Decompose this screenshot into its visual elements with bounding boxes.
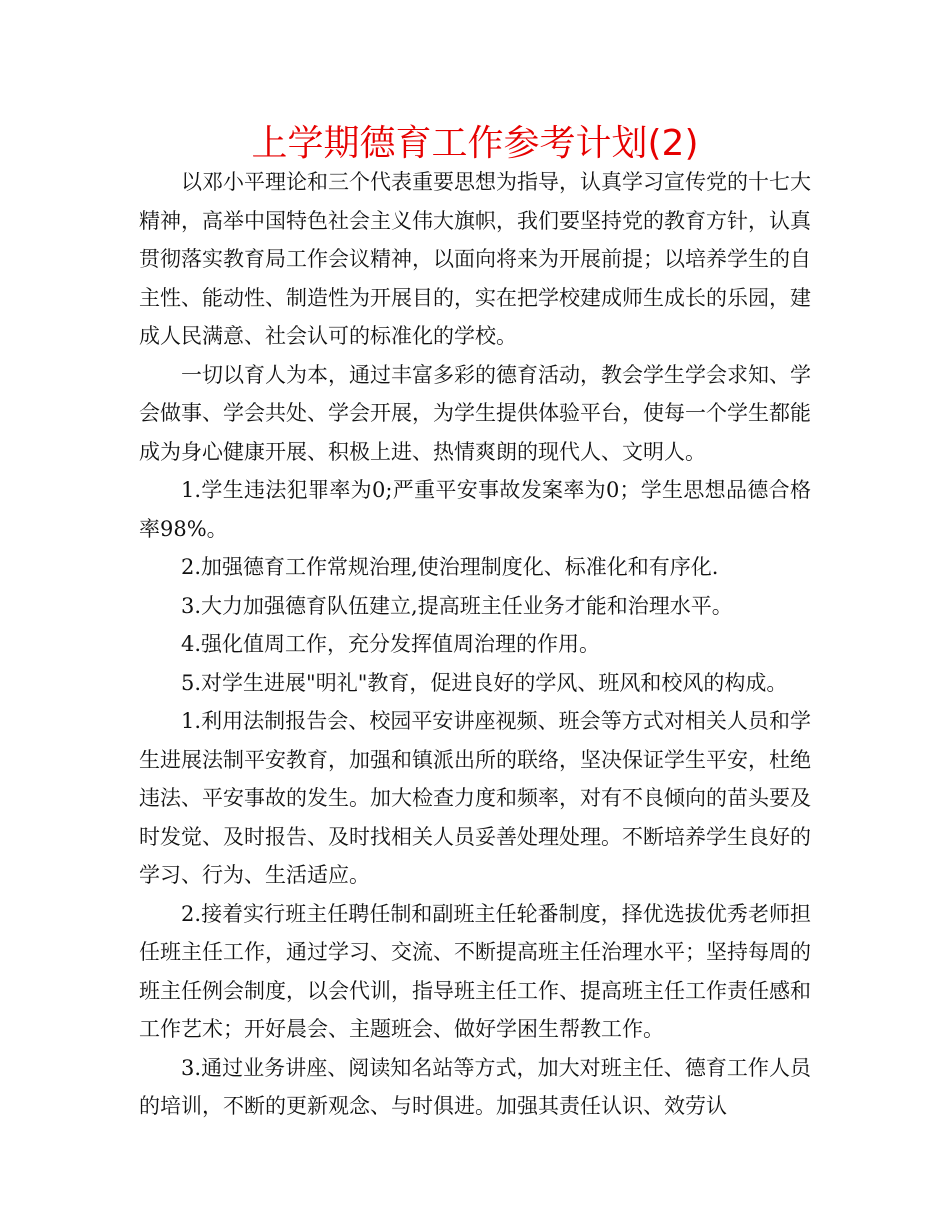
document-body xyxy=(139,163,811,1126)
paragraph-education-goal: 一切以育人为本，通过丰富多彩的德育活动，教会学生学会求知、学会做事、学会共处、学会开展，为学生提供体验平台，使每一个学生都能成为身心健康开展、积极上进、热情爽朗的现代人、文明人。 xyxy=(139,362,811,464)
paragraph-measure-1: 1.利用法制报告会、校园平安讲座视频、班会等方式对相关人员和学生进展法制平安教育，加强和镇派出所的联络，坚决保证学生平安，杜绝违法、平安事故的发生。加大检查力度和频率，对有不良倾向的苗头要及时发觉、及时报告、及时找相关人员妥善处理处理。不断培养学生良好的学习、行为、生活适应。 xyxy=(139,709,811,887)
paragraph-target-1: 1.学生违法犯罪率为0;严重平安事故发案率为0；学生思想品德合格率98%。 xyxy=(139,478,811,541)
paragraph-measure-3: 3.通过业务讲座、阅读知名站等方式，加大对班主任、德育工作人员的培训，不断的更新观念、与时俱进。加强其责任认识、效劳认 xyxy=(139,1055,811,1118)
paragraph-target-5: 5.对学生进展"明礼"教育，促进良好的学风、班风和校风的构成。 xyxy=(181,670,788,695)
paragraph-target-4: 4.强化值周工作，充分发挥值周治理的作用。 xyxy=(181,632,601,656)
paragraph-target-3: 3.大力加强德育队伍建立,提高班主任业务才能和治理水平。 xyxy=(181,593,733,618)
paragraph-measure-2: 2.接着实行班主任聘任制和副班主任轮番制度，择优选拔优秀老师担任班主任工作，通过学习、交流、不断提高班主任治理水平；坚持每周的班主任例会制度，以会代训，指导班主任工作、提高班主任工作责任感和工作艺术；开好晨会、主题班会、做好学困生帮教工作。 xyxy=(139,901,811,1041)
paragraph-target-2: 2.加强德育工作常规治理,使治理制度化、标准化和有序化. xyxy=(181,555,719,579)
document-title: 上学期德育工作参考计划(2) xyxy=(251,123,699,164)
paragraph-guiding-ideology: 以邓小平理论和三个代表重要思想为指导，认真学习宣传党的十七大精神，高举中国特色社会主义伟大旗帜，我们要坚持党的教育方针，认真贯彻落实教育局工作会议精神，以面向将来为开展前提；以培养学生的自主性、能动性、制造性为开展目的，实在把学校建成师生成长的乐园，建成人民满意、社会认可的标准化的学校。 xyxy=(139,170,811,348)
